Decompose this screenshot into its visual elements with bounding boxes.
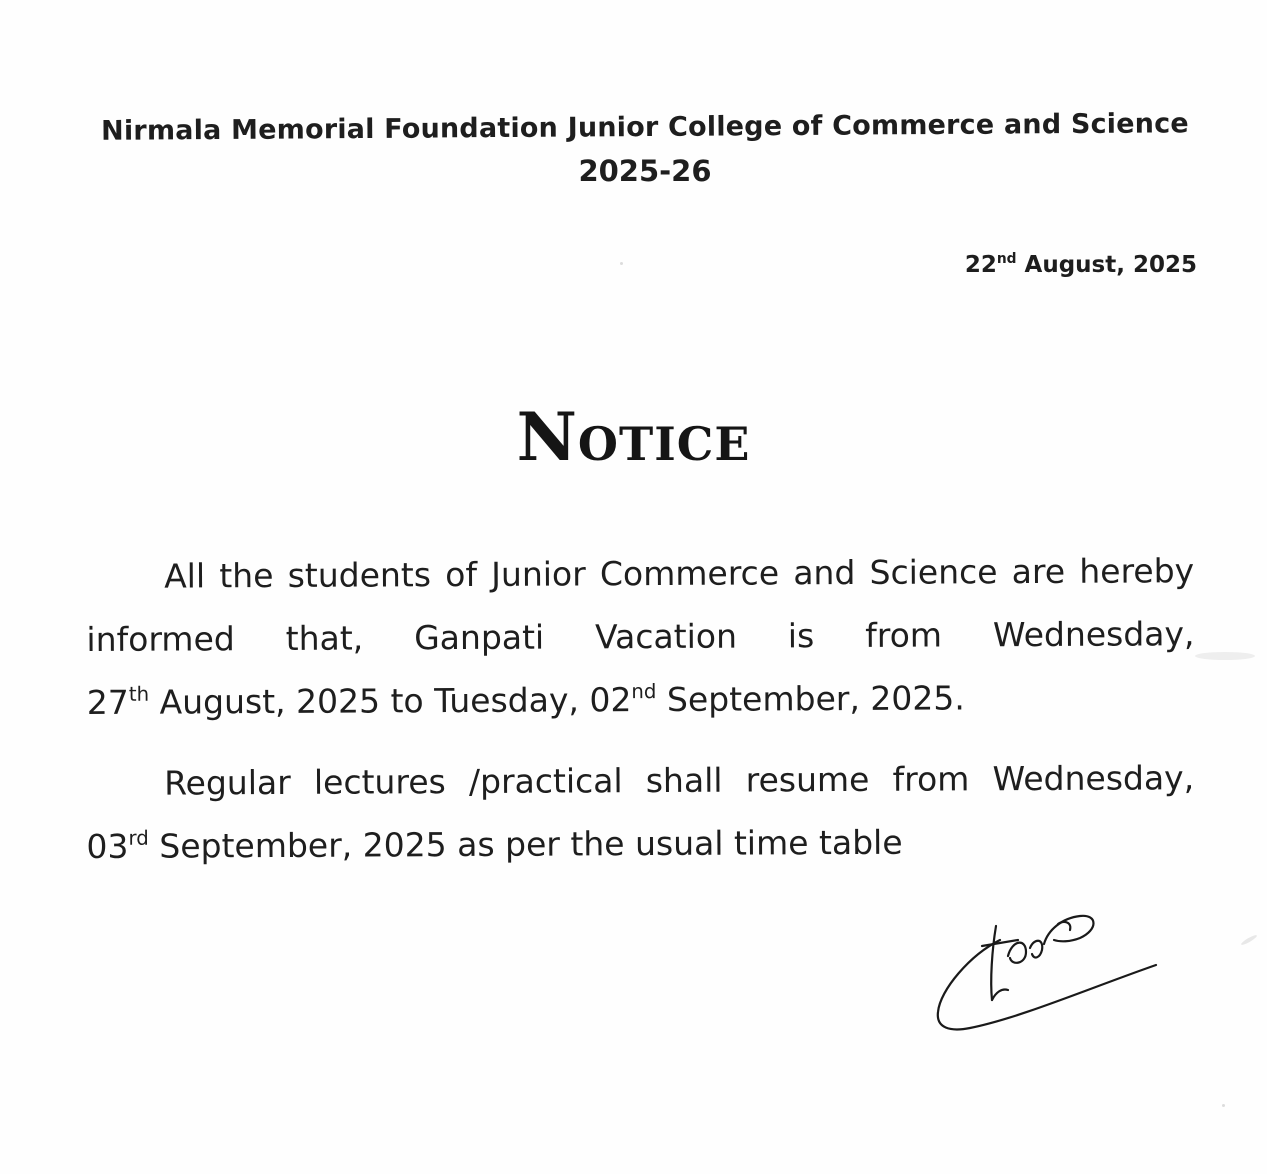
date-text: 03 [86,826,129,866]
ordinal-suffix: th [128,682,150,706]
date-month-year: August, 2025 [1016,252,1197,278]
date-text: August, 2025 to Tuesday, 02 [149,680,632,722]
date-text: September, 2025 as per the usual time table [148,822,903,866]
scan-speck [1240,934,1258,946]
institution-name: Nirmala Memorial Foundation Junior College of Commerce and Science [101,108,1189,147]
signature-icon [930,900,1170,1040]
scan-speck [620,262,623,265]
date-day: 22 [964,252,997,278]
date-day-suffix: nd [996,251,1017,268]
paragraph-line: All the students of Junior Commerce and Science are [164,551,1066,596]
notice-paragraph-resume [86,746,1195,883]
notice-paragraph-vacation [86,539,1195,739]
paragraph-line: Regular lectures /practical shall resume from Wednesday, [164,758,1195,803]
paragraph-line [87,678,965,722]
date-text: 27 [86,682,129,722]
ordinal-suffix: nd [631,680,657,704]
academic-session: 2025-26 [578,154,712,188]
paragraph-line: hereby informed that, Ganpati Vacation is from Wednesday, [86,551,1195,659]
date-text: September, 2025. [656,678,965,720]
scan-speck [1222,1104,1225,1107]
scan-speck [1195,652,1255,660]
paragraph-line [86,823,902,866]
ordinal-suffix: rd [128,826,149,850]
notice-title: Notice [516,398,751,476]
notice-date [965,252,1197,278]
